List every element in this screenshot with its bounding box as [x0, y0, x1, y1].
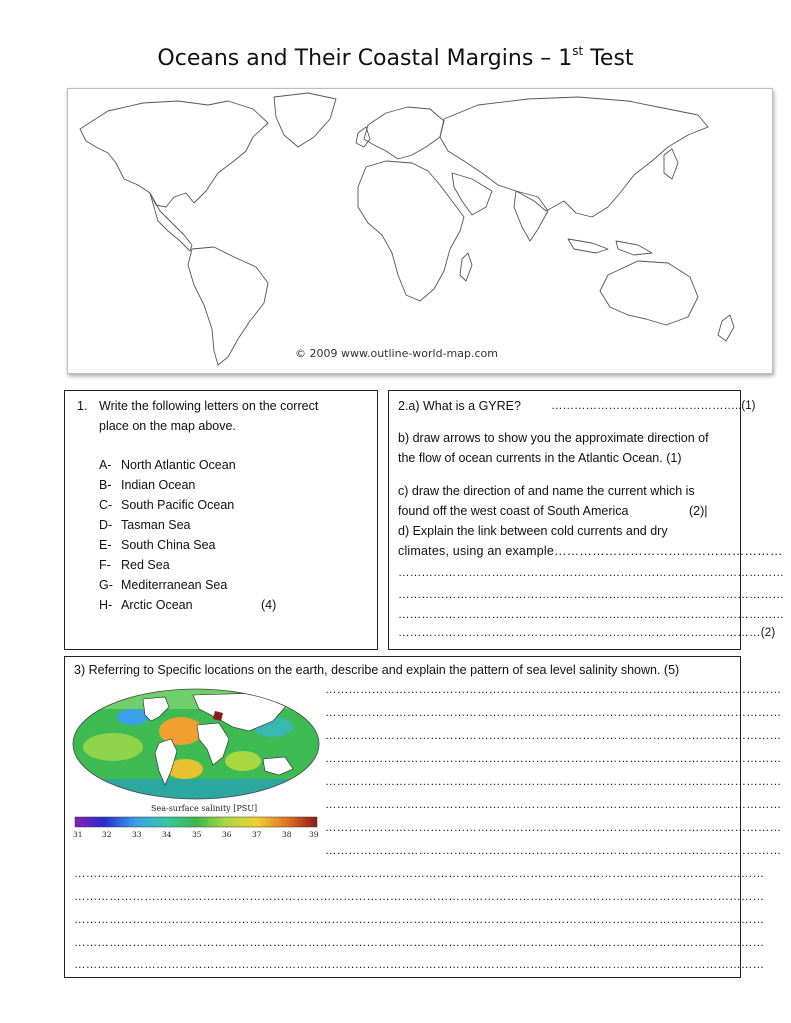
q2d-answer-line[interactable]: ………………………………………………………………………………………: [398, 567, 785, 579]
q3-answer-line[interactable]: ………………………………………………………………………………………………………: [325, 684, 782, 696]
salinity-tick: 33: [132, 830, 142, 839]
q1-instruction-line2: place on the map above.: [99, 419, 236, 433]
q3-answer-line[interactable]: ……………………………………………………………………………………………………………………………………………………………: [74, 868, 765, 880]
salinity-tick: 36: [222, 830, 232, 839]
salinity-map: [73, 687, 323, 855]
salinity-map-graphic: [73, 687, 323, 855]
q3-answer-line[interactable]: ………………………………………………………………………………………………………: [325, 799, 782, 811]
q2b-line2: the flow of ocean currents in the Atlantic Ocean. (1): [398, 451, 682, 465]
q2d-answer-last[interactable]: …………………………………………………………………………………(2): [398, 627, 776, 639]
q1-item-c: South Pacific Ocean: [121, 498, 235, 512]
q2c-line1: c) draw the direction of and name the current which is: [398, 484, 695, 498]
q1-instruction-line1: Write the following letters on the correct: [99, 399, 319, 413]
q1-item-f: Red Sea: [121, 558, 170, 572]
q2b-line1: b) draw arrows to show you the approximate direction of: [398, 431, 709, 445]
salinity-tick: 37: [252, 830, 262, 839]
q1-item-h: Arctic Ocean: [121, 598, 193, 612]
q3-answer-line[interactable]: ………………………………………………………………………………………………………: [325, 776, 782, 788]
salinity-caption: Sea-surface salinity [PSU]: [151, 804, 258, 813]
salinity-tick: 38: [282, 830, 292, 839]
q3-answer-line[interactable]: ……………………………………………………………………………………………………………………………………………………………: [74, 914, 765, 926]
q1-item-a: North Atlantic Ocean: [121, 458, 236, 472]
q3-answer-line[interactable]: ………………………………………………………………………………………………………: [325, 730, 782, 742]
q2c-marks: (2)|: [689, 504, 708, 518]
q3-answer-line[interactable]: ………………………………………………………………………………………………………: [325, 707, 782, 719]
q3-answer-line[interactable]: ……………………………………………………………………………………………………………………………………………………………: [74, 959, 765, 971]
q2d-line1: d) Explain the link between cold currents and dry: [398, 524, 668, 538]
q1-letter-d: D-: [99, 518, 113, 532]
q3-answer-line[interactable]: ……………………………………………………………………………………………………………………………………………………………: [74, 891, 765, 903]
q1-item-g: Mediterranean Sea: [121, 578, 228, 592]
q3-question: 3) Referring to Specific locations on the earth, describe and explain the pattern of sea level salinity shown. (5): [74, 663, 680, 677]
q2d-line2[interactable]: climates, using an example………………………………………………: [398, 544, 783, 558]
q2d-answer-line[interactable]: ………………………………………………………………………………………: [398, 609, 785, 621]
q1-marks: (4): [261, 598, 277, 612]
salinity-tick: 35: [192, 830, 202, 839]
world-outline-map[interactable]: [67, 88, 773, 374]
q2a-question: 2.a) What is a GYRE?: [398, 399, 521, 413]
map-copyright: © 2009 www.outline-world-map.com: [295, 347, 498, 360]
page-title: Oceans and Their Coastal Margins – 1st Test: [157, 44, 634, 71]
q3-answer-line[interactable]: ……………………………………………………………………………………………………………………………………………………………: [74, 937, 765, 949]
q1-item-e: South China Sea: [121, 538, 216, 552]
q3-answer-line[interactable]: ………………………………………………………………………………………………………: [325, 753, 782, 765]
q1-letter-b: B-: [99, 478, 112, 492]
q1-letter-e: E-: [99, 538, 112, 552]
question-2-box: [388, 390, 785, 650]
question-1-box: [64, 390, 378, 650]
q1-number: 1.: [77, 399, 88, 413]
salinity-tick: 34: [162, 830, 172, 839]
world-map-graphic: [68, 89, 772, 373]
question-3-box: [64, 656, 782, 978]
q3-answer-line[interactable]: ………………………………………………………………………………………………………: [325, 845, 782, 857]
salinity-tick: 32: [102, 830, 112, 839]
q1-letter-a: A-: [99, 458, 112, 472]
salinity-tick: 39: [309, 830, 319, 839]
q3-answer-line[interactable]: ………………………………………………………………………………………………………: [325, 822, 782, 834]
q1-letter-h: H-: [99, 598, 113, 612]
q1-letter-c: C-: [99, 498, 113, 512]
q1-letter-g: G-: [99, 578, 113, 592]
q2a-answer-line[interactable]: …………………………………………..(1): [551, 400, 756, 412]
q1-letter-f: F-: [99, 558, 111, 572]
q1-item-d: Tasman Sea: [121, 518, 191, 532]
q2d-answer-line[interactable]: ………………………………………………………………………………………: [398, 589, 785, 601]
q1-item-b: Indian Ocean: [121, 478, 196, 492]
salinity-tick: 31: [73, 830, 83, 839]
q2c-line2: found off the west coast of South America: [398, 504, 629, 518]
